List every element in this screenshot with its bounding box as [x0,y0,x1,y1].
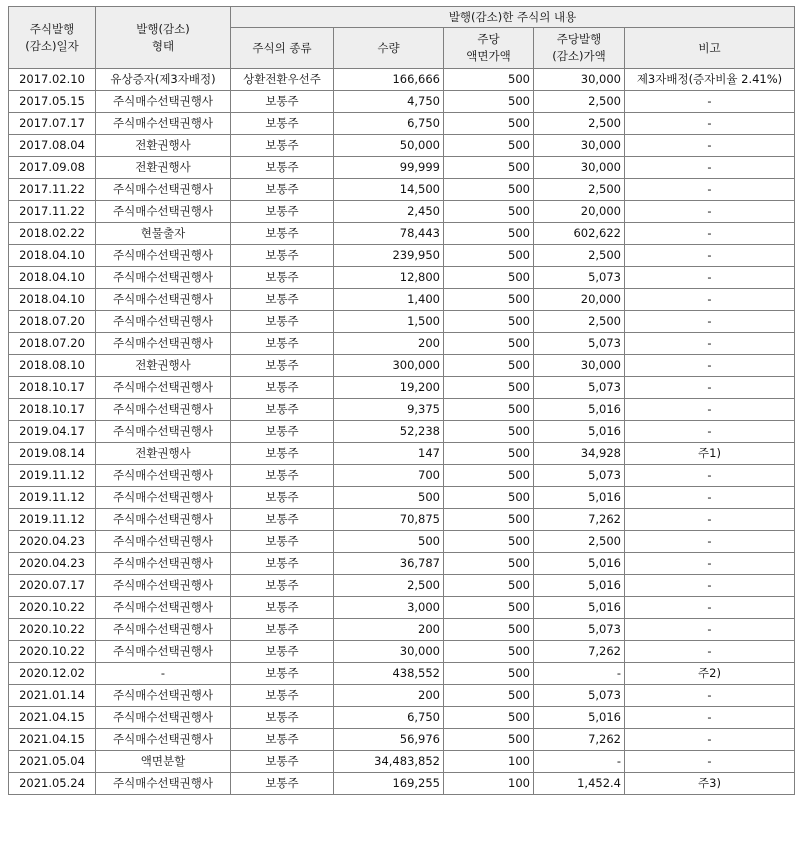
table-row [9,113,795,135]
cell-issue-price: - [534,751,625,773]
cell-stock-kind: 보통주 [231,619,334,641]
cell-issue-price: 34,928 [534,443,625,465]
table-row [9,641,795,663]
cell-issue-date: 2021.05.24 [9,773,96,795]
table-row [9,69,795,91]
header-issue-type-line2: 형태 [151,38,175,53]
cell-issue-type: 현물출자 [96,223,231,245]
cell-stock-kind: 보통주 [231,179,334,201]
cell-remark: - [625,179,795,201]
table-row [9,289,795,311]
cell-par-value: 500 [444,311,534,333]
cell-remark: - [625,619,795,641]
cell-issue-type: 주식매수선택권행사 [96,707,231,729]
cell-par-value: 500 [444,443,534,465]
cell-issue-price: 20,000 [534,289,625,311]
cell-remark: 제3자배정(증자비율 2.41%) [625,69,795,91]
cell-issue-date: 2017.05.15 [9,91,96,113]
cell-issue-type: 주식매수선택권행사 [96,685,231,707]
cell-remark: - [625,751,795,773]
cell-stock-kind: 보통주 [231,201,334,223]
cell-stock-kind: 보통주 [231,553,334,575]
cell-issue-date: 2020.10.22 [9,619,96,641]
cell-issue-date: 2017.07.17 [9,113,96,135]
cell-issue-date: 2021.04.15 [9,729,96,751]
table-row [9,707,795,729]
cell-quantity: 56,976 [334,729,444,751]
header-par-value-line1: 주당 [477,32,500,46]
cell-issue-date: 2020.04.23 [9,553,96,575]
cell-par-value: 500 [444,289,534,311]
cell-remark: - [625,135,795,157]
cell-quantity: 500 [334,531,444,553]
cell-remark: - [625,201,795,223]
cell-remark: - [625,113,795,135]
cell-issue-price: - [534,663,625,685]
cell-remark: - [625,421,795,443]
cell-issue-price: 5,073 [534,619,625,641]
table-row [9,267,795,289]
cell-issue-price: 5,073 [534,333,625,355]
cell-quantity: 147 [334,443,444,465]
cell-quantity: 36,787 [334,553,444,575]
table-row [9,509,795,531]
cell-par-value: 500 [444,509,534,531]
cell-issue-date: 2020.07.17 [9,575,96,597]
cell-issue-type: 주식매수선택권행사 [96,465,231,487]
cell-issue-price: 1,452.4 [534,773,625,795]
cell-issue-type: 주식매수선택권행사 [96,201,231,223]
cell-stock-kind: 보통주 [231,333,334,355]
cell-issue-date: 2017.11.22 [9,201,96,223]
cell-issue-date: 2019.11.12 [9,465,96,487]
cell-quantity: 500 [334,487,444,509]
cell-quantity: 200 [334,333,444,355]
cell-par-value: 500 [444,355,534,377]
header-issue-price-line2: (감소)가액 [552,49,606,63]
cell-remark: - [625,641,795,663]
cell-remark: - [625,289,795,311]
cell-remark: - [625,729,795,751]
cell-issue-type: 주식매수선택권행사 [96,487,231,509]
cell-quantity: 2,450 [334,201,444,223]
table-row [9,619,795,641]
cell-issue-type: 주식매수선택권행사 [96,377,231,399]
cell-par-value: 500 [444,267,534,289]
cell-issue-price: 5,016 [534,575,625,597]
cell-par-value: 500 [444,729,534,751]
cell-issue-date: 2018.04.10 [9,245,96,267]
cell-remark: 주2) [625,663,795,685]
cell-issue-date: 2021.05.04 [9,751,96,773]
cell-issue-type: 주식매수선택권행사 [96,619,231,641]
cell-issue-price: 2,500 [534,113,625,135]
cell-quantity: 6,750 [334,707,444,729]
table-row [9,751,795,773]
table-row [9,333,795,355]
cell-remark: - [625,223,795,245]
cell-stock-kind: 보통주 [231,223,334,245]
cell-quantity: 438,552 [334,663,444,685]
cell-quantity: 19,200 [334,377,444,399]
header-issue-date-line2: (감소)일자 [25,38,79,53]
cell-par-value: 100 [444,773,534,795]
cell-issue-type: 주식매수선택권행사 [96,531,231,553]
cell-remark: - [625,157,795,179]
cell-issue-date: 2017.09.08 [9,157,96,179]
cell-stock-kind: 보통주 [231,135,334,157]
table-row [9,157,795,179]
cell-quantity: 239,950 [334,245,444,267]
cell-par-value: 500 [444,333,534,355]
cell-issue-date: 2021.01.14 [9,685,96,707]
table-row [9,443,795,465]
cell-par-value: 500 [444,399,534,421]
cell-issue-date: 2018.04.10 [9,289,96,311]
cell-issue-date: 2020.10.22 [9,597,96,619]
cell-issue-date: 2019.11.12 [9,509,96,531]
cell-issue-date: 2017.08.04 [9,135,96,157]
cell-stock-kind: 보통주 [231,399,334,421]
cell-par-value: 500 [444,113,534,135]
cell-stock-kind: 보통주 [231,729,334,751]
header-remark: 비고 [625,28,795,69]
cell-par-value: 500 [444,685,534,707]
table-row [9,685,795,707]
cell-issue-type: 주식매수선택권행사 [96,399,231,421]
cell-remark: - [625,91,795,113]
cell-issue-date: 2017.11.22 [9,179,96,201]
header-issue-type-line1: 발행(감소) [136,21,190,36]
table-row [9,465,795,487]
cell-issue-price: 30,000 [534,157,625,179]
cell-quantity: 169,255 [334,773,444,795]
header-par-value [444,28,534,69]
cell-issue-type: 주식매수선택권행사 [96,553,231,575]
cell-quantity: 200 [334,619,444,641]
cell-quantity: 99,999 [334,157,444,179]
cell-issue-date: 2017.02.10 [9,69,96,91]
cell-issue-type: 전환권행사 [96,157,231,179]
cell-remark: - [625,311,795,333]
cell-issue-type: 주식매수선택권행사 [96,421,231,443]
cell-issue-date: 2020.04.23 [9,531,96,553]
cell-issue-type: 유상증자(제3자배정) [96,69,231,91]
cell-issue-date: 2018.08.10 [9,355,96,377]
cell-remark: - [625,707,795,729]
cell-remark: - [625,553,795,575]
cell-par-value: 500 [444,575,534,597]
cell-issue-price: 5,016 [534,399,625,421]
table-row [9,553,795,575]
cell-par-value: 500 [444,663,534,685]
cell-stock-kind: 보통주 [231,421,334,443]
cell-issue-date: 2019.11.12 [9,487,96,509]
cell-par-value: 500 [444,619,534,641]
cell-quantity: 12,800 [334,267,444,289]
cell-quantity: 200 [334,685,444,707]
cell-issue-price: 5,073 [534,267,625,289]
cell-par-value: 500 [444,531,534,553]
cell-par-value: 500 [444,641,534,663]
table-row [9,399,795,421]
cell-remark: - [625,685,795,707]
cell-issue-type: 주식매수선택권행사 [96,597,231,619]
cell-remark: - [625,465,795,487]
header-issue-price [534,28,625,69]
cell-quantity: 52,238 [334,421,444,443]
cell-stock-kind: 보통주 [231,751,334,773]
cell-remark: - [625,377,795,399]
table-row [9,91,795,113]
cell-stock-kind: 보통주 [231,91,334,113]
cell-issue-type: 주식매수선택권행사 [96,333,231,355]
cell-quantity: 2,500 [334,575,444,597]
header-par-value-line2: 액면가액 [466,49,511,63]
cell-issue-date: 2021.04.15 [9,707,96,729]
cell-stock-kind: 상환전환우선주 [231,69,334,91]
cell-quantity: 1,400 [334,289,444,311]
cell-issue-date: 2020.12.02 [9,663,96,685]
cell-quantity: 166,666 [334,69,444,91]
header-issue-type [96,7,231,69]
cell-issue-price: 5,073 [534,685,625,707]
table-row [9,729,795,751]
cell-stock-kind: 보통주 [231,377,334,399]
cell-issue-date: 2018.07.20 [9,333,96,355]
table-row [9,377,795,399]
cell-issue-date: 2018.04.10 [9,267,96,289]
table-row [9,663,795,685]
cell-issue-price: 7,262 [534,641,625,663]
table-row [9,421,795,443]
table-row [9,531,795,553]
cell-issue-price: 5,016 [534,487,625,509]
cell-quantity: 300,000 [334,355,444,377]
cell-issue-price: 2,500 [534,245,625,267]
cell-issue-type: 주식매수선택권행사 [96,179,231,201]
cell-issue-type: 주식매수선택권행사 [96,575,231,597]
table-row [9,597,795,619]
cell-stock-kind: 보통주 [231,685,334,707]
header-quantity: 수량 [334,28,444,69]
cell-remark: - [625,267,795,289]
share-issuance-table [8,6,795,795]
cell-issue-type: 주식매수선택권행사 [96,641,231,663]
table-row [9,311,795,333]
cell-quantity: 70,875 [334,509,444,531]
cell-quantity: 30,000 [334,641,444,663]
cell-par-value: 500 [444,69,534,91]
cell-issue-price: 5,016 [534,707,625,729]
cell-issue-price: 2,500 [534,531,625,553]
cell-issue-date: 2018.07.20 [9,311,96,333]
table-row [9,355,795,377]
cell-remark: - [625,487,795,509]
share-issuance-table-container [8,6,795,795]
cell-stock-kind: 보통주 [231,597,334,619]
cell-issue-type: - [96,663,231,685]
cell-issue-type: 주식매수선택권행사 [96,289,231,311]
cell-issue-type: 전환권행사 [96,355,231,377]
cell-issue-price: 7,262 [534,509,625,531]
table-row [9,575,795,597]
cell-issue-price: 7,262 [534,729,625,751]
cell-issue-type: 전환권행사 [96,443,231,465]
cell-par-value: 500 [444,553,534,575]
cell-remark: - [625,245,795,267]
cell-issue-type: 주식매수선택권행사 [96,113,231,135]
cell-issue-price: 2,500 [534,91,625,113]
cell-par-value: 500 [444,157,534,179]
cell-stock-kind: 보통주 [231,157,334,179]
table-row [9,487,795,509]
cell-issue-date: 2018.10.17 [9,377,96,399]
cell-quantity: 3,000 [334,597,444,619]
cell-remark: - [625,333,795,355]
cell-stock-kind: 보통주 [231,487,334,509]
cell-remark: - [625,575,795,597]
cell-stock-kind: 보통주 [231,267,334,289]
header-issued-shares-group: 발행(감소)한 주식의 내용 [231,7,795,28]
cell-quantity: 50,000 [334,135,444,157]
cell-issue-type: 액면분할 [96,751,231,773]
cell-remark: - [625,531,795,553]
cell-issue-type: 전환권행사 [96,135,231,157]
header-issue-date-line1: 주식발행 [29,21,75,36]
cell-par-value: 500 [444,201,534,223]
cell-stock-kind: 보통주 [231,575,334,597]
header-stock-kind: 주식의 종류 [231,28,334,69]
cell-par-value: 500 [444,377,534,399]
cell-quantity: 78,443 [334,223,444,245]
cell-issue-type: 주식매수선택권행사 [96,729,231,751]
cell-remark: - [625,355,795,377]
cell-par-value: 100 [444,751,534,773]
cell-quantity: 9,375 [334,399,444,421]
cell-issue-date: 2018.10.17 [9,399,96,421]
cell-issue-type: 주식매수선택권행사 [96,773,231,795]
cell-remark: 주1) [625,443,795,465]
cell-quantity: 14,500 [334,179,444,201]
cell-issue-price: 30,000 [534,135,625,157]
cell-stock-kind: 보통주 [231,355,334,377]
cell-quantity: 6,750 [334,113,444,135]
cell-stock-kind: 보통주 [231,773,334,795]
cell-par-value: 500 [444,597,534,619]
cell-remark: - [625,399,795,421]
cell-issue-price: 602,622 [534,223,625,245]
cell-stock-kind: 보통주 [231,641,334,663]
cell-stock-kind: 보통주 [231,509,334,531]
cell-issue-price: 30,000 [534,355,625,377]
cell-par-value: 500 [444,465,534,487]
cell-par-value: 500 [444,487,534,509]
cell-stock-kind: 보통주 [231,113,334,135]
cell-issue-price: 2,500 [534,311,625,333]
cell-issue-price: 2,500 [534,179,625,201]
cell-stock-kind: 보통주 [231,289,334,311]
table-row [9,179,795,201]
cell-issue-type: 주식매수선택권행사 [96,311,231,333]
cell-issue-date: 2018.02.22 [9,223,96,245]
table-body [9,69,795,795]
table-header [9,7,795,69]
cell-stock-kind: 보통주 [231,531,334,553]
cell-issue-type: 주식매수선택권행사 [96,91,231,113]
cell-issue-price: 5,073 [534,377,625,399]
cell-issue-type: 주식매수선택권행사 [96,245,231,267]
header-issue-date [9,7,96,69]
cell-quantity: 700 [334,465,444,487]
table-row [9,773,795,795]
cell-quantity: 34,483,852 [334,751,444,773]
cell-stock-kind: 보통주 [231,245,334,267]
cell-issue-price: 5,073 [534,465,625,487]
table-row [9,223,795,245]
cell-issue-date: 2019.04.17 [9,421,96,443]
cell-remark: - [625,597,795,619]
cell-par-value: 500 [444,91,534,113]
header-issue-price-line1: 주당발행 [556,32,602,46]
cell-issue-type: 주식매수선택권행사 [96,267,231,289]
cell-issue-price: 5,016 [534,553,625,575]
cell-par-value: 500 [444,245,534,267]
cell-stock-kind: 보통주 [231,465,334,487]
cell-stock-kind: 보통주 [231,443,334,465]
cell-remark: - [625,509,795,531]
cell-issue-date: 2019.08.14 [9,443,96,465]
table-row [9,201,795,223]
table-row [9,245,795,267]
cell-stock-kind: 보통주 [231,311,334,333]
cell-par-value: 500 [444,135,534,157]
cell-issue-type: 주식매수선택권행사 [96,509,231,531]
cell-issue-date: 2020.10.22 [9,641,96,663]
cell-quantity: 1,500 [334,311,444,333]
cell-quantity: 4,750 [334,91,444,113]
cell-remark: 주3) [625,773,795,795]
cell-issue-price: 30,000 [534,69,625,91]
cell-stock-kind: 보통주 [231,663,334,685]
cell-par-value: 500 [444,223,534,245]
cell-par-value: 500 [444,421,534,443]
cell-par-value: 500 [444,179,534,201]
cell-par-value: 500 [444,707,534,729]
cell-issue-price: 20,000 [534,201,625,223]
cell-issue-price: 5,016 [534,597,625,619]
cell-stock-kind: 보통주 [231,707,334,729]
table-row [9,135,795,157]
cell-issue-price: 5,016 [534,421,625,443]
